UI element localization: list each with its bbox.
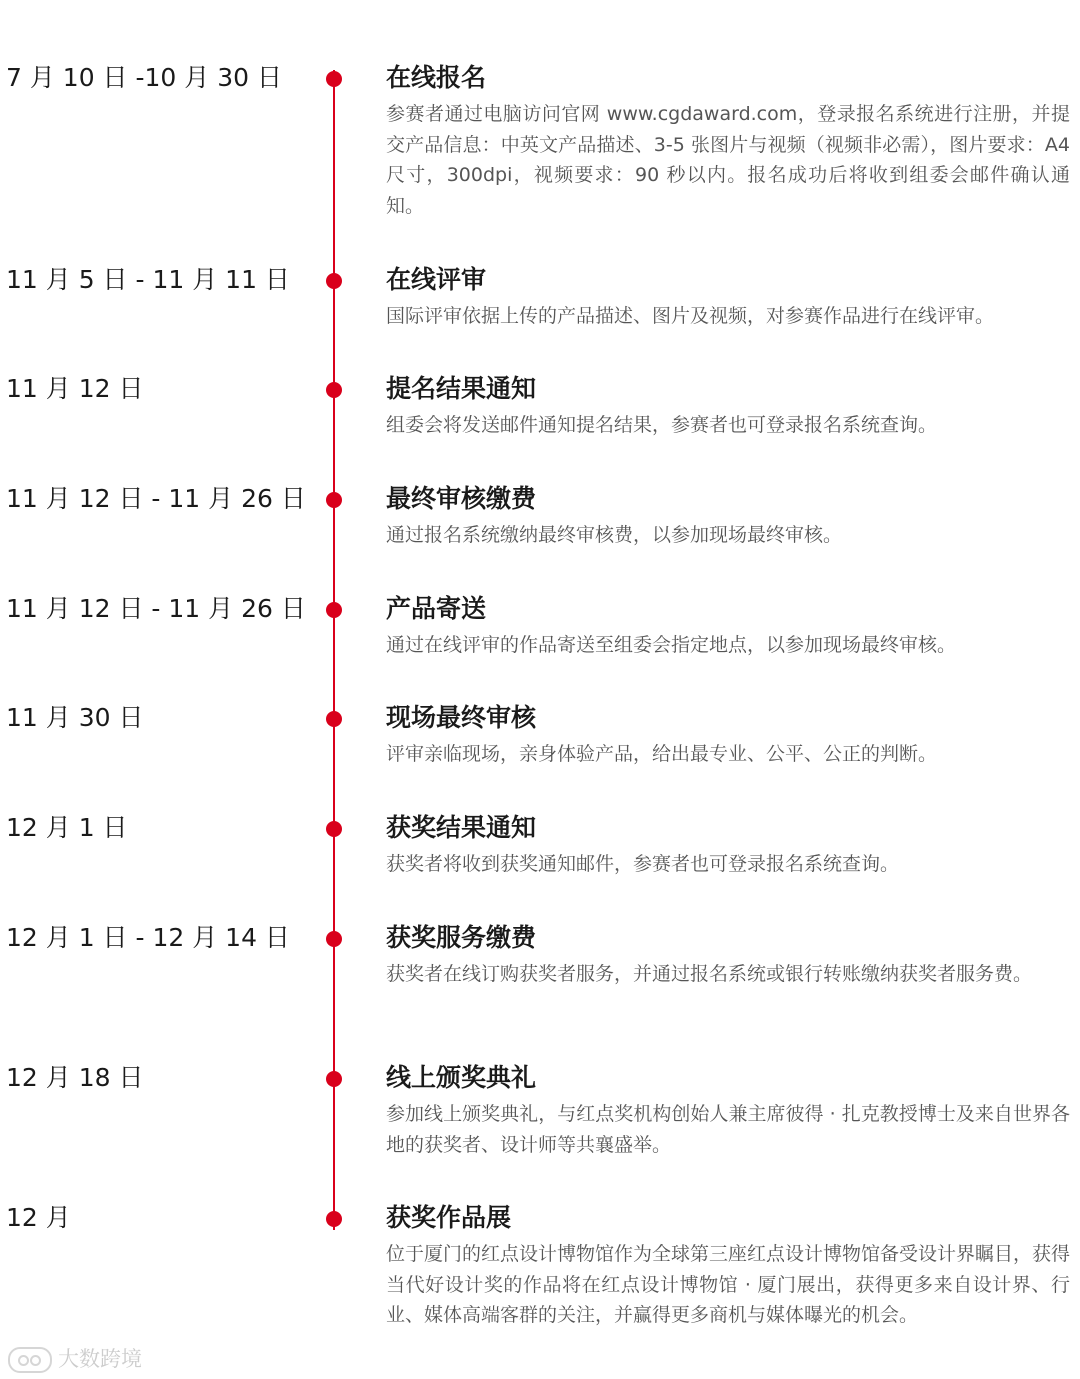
entry-description: 通过报名系统缴纳最终审核费，以参加现场最终审核。 <box>386 524 843 546</box>
entry-date: 12 月 <box>6 1203 71 1232</box>
entry-title: 获奖结果通知 <box>386 813 537 842</box>
entry-description: 参加线上颁奖典礼，与红点奖机构创始人兼主席彼得 · 扎克教授博士及来自世界各地的获奖者、设计师等共襄盛举。 <box>386 1103 1070 1156</box>
entry-date: 11 月 30 日 <box>6 703 144 732</box>
timeline-line <box>333 70 335 1230</box>
entry-date: 11 月 5 日 - 11 月 11 日 <box>6 265 290 294</box>
entry-title: 在线报名 <box>386 63 487 92</box>
timeline-dot-icon <box>326 382 342 398</box>
timeline-dot-icon <box>326 711 342 727</box>
entry-title: 在线评审 <box>386 265 487 294</box>
timeline-dot-icon <box>326 931 342 947</box>
entry-title: 获奖作品展 <box>386 1203 512 1232</box>
entry-date: 12 月 18 日 <box>6 1063 144 1092</box>
entry-title: 线上颁奖典礼 <box>386 1063 537 1092</box>
entry-description: 参赛者通过电脑访问官网 www.cgdaward.com，登录报名系统进行注册，并提交产品信息：中英文产品描述、3-5 张图片与视频（视频非必需），图片要求：A4 尺寸，300dpi，视频要求：90 秒以内。报名成功后将收到组委会邮件确认通知。 <box>386 103 1070 217</box>
entry-description: 评审亲临现场，亲身体验产品，给出最专业、公平、公正的判断。 <box>386 743 938 765</box>
timeline-dot-icon <box>326 1211 342 1227</box>
entry-description: 获奖者在线订购获奖者服务，并通过报名系统或银行转账缴纳获奖者服务费。 <box>386 963 1033 985</box>
entry-title: 现场最终审核 <box>386 703 537 732</box>
timeline-dot-icon <box>326 1071 342 1087</box>
entry-date: 11 月 12 日 <box>6 374 144 403</box>
entry-description: 获奖者将收到获奖通知邮件，参赛者也可登录报名系统查询。 <box>386 853 900 875</box>
entry-description: 国际评审依据上传的产品描述、图片及视频，对参赛作品进行在线评审。 <box>386 305 995 327</box>
entry-title: 产品寄送 <box>386 594 487 623</box>
entry-title: 提名结果通知 <box>386 374 537 403</box>
entry-description: 位于厦门的红点设计博物馆作为全球第三座红点设计博物馆备受设计界瞩目，获得当代好设计奖的作品将在红点设计博物馆 · 厦门展出，获得更多来自设计界、行业、媒体高端客群的关注，并赢得更多商机与媒体曝光的机会。 <box>386 1243 1071 1326</box>
timeline-dot-icon <box>326 492 342 508</box>
entry-description: 通过在线评审的作品寄送至组委会指定地点，以参加现场最终审核。 <box>386 634 957 656</box>
entry-date: 11 月 12 日 - 11 月 26 日 <box>6 484 306 513</box>
timeline-dot-icon <box>326 273 342 289</box>
entry-date: 12 月 1 日 <box>6 813 128 842</box>
entry-title: 获奖服务缴费 <box>386 923 537 952</box>
entry-date: 11 月 12 日 - 11 月 26 日 <box>6 594 306 623</box>
entry-date: 7 月 10 日 -10 月 30 日 <box>6 63 282 92</box>
watermark-text: 大数跨境 <box>58 1347 142 1371</box>
timeline-dot-icon <box>326 821 342 837</box>
entry-date: 12 月 1 日 - 12 月 14 日 <box>6 923 290 952</box>
brand-logo-icon <box>8 1347 52 1373</box>
watermark <box>8 1346 142 1373</box>
timeline-dot-icon <box>326 71 342 87</box>
entry-title: 最终审核缴费 <box>386 484 537 513</box>
timeline-dot-icon <box>326 602 342 618</box>
entry-description: 组委会将发送邮件通知提名结果，参赛者也可登录报名系统查询。 <box>386 414 938 436</box>
